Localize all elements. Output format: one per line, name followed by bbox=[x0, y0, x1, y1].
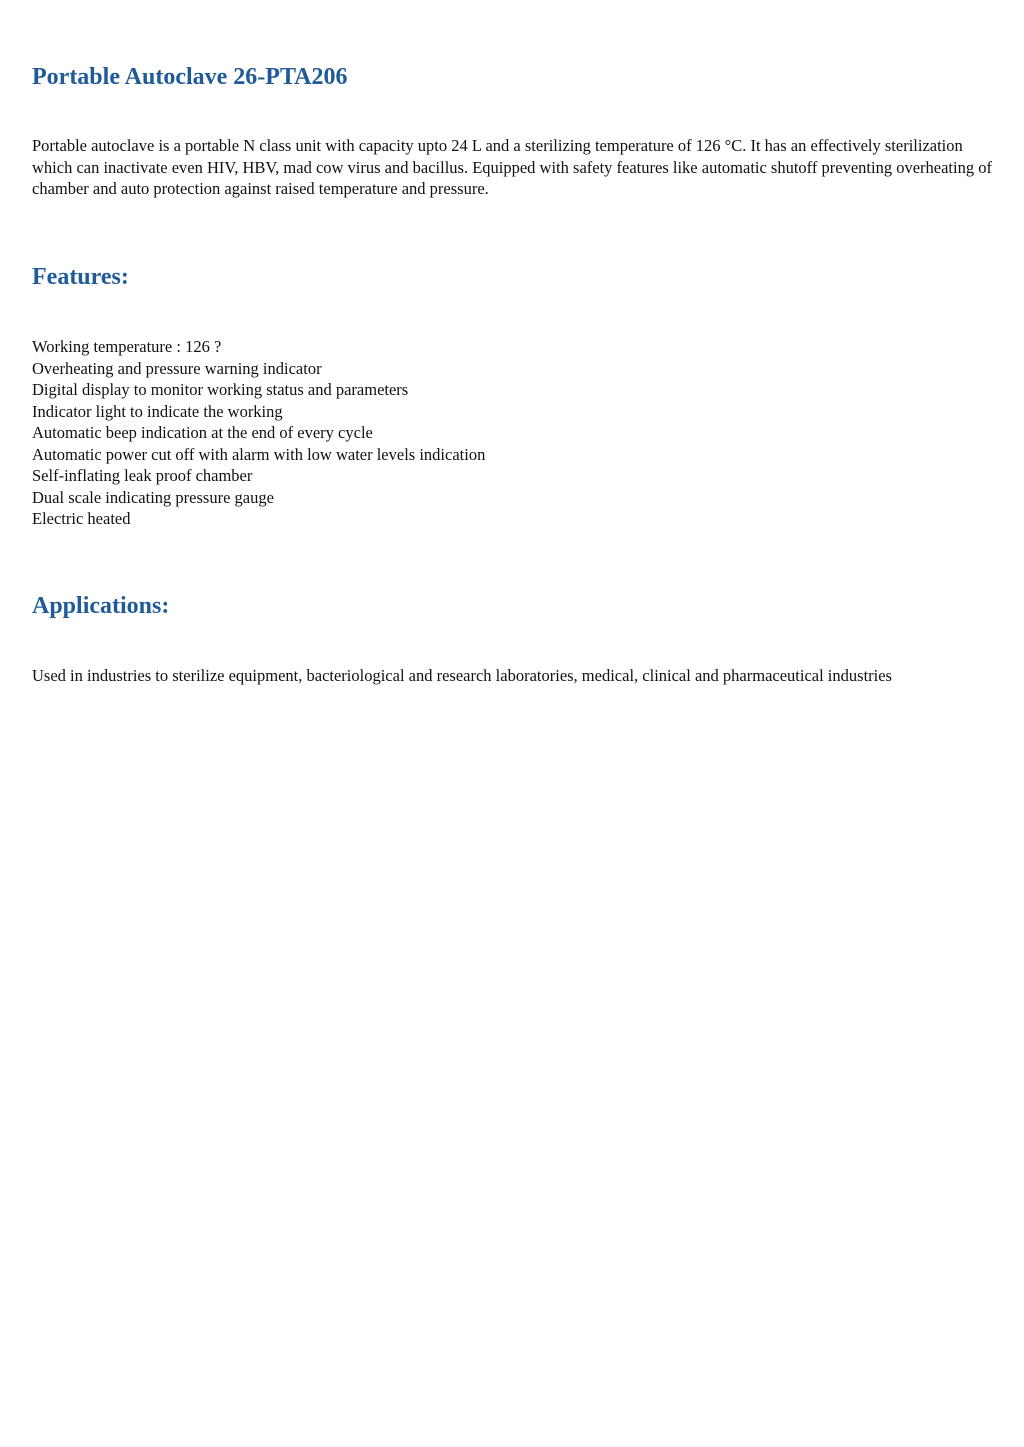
features-list bbox=[32, 336, 485, 530]
intro-paragraph: Portable autoclave is a portable N class unit with capacity upto 24 L and a sterilizing temperature of 126 °C. It has an effectively sterilization which can inactivate even HIV, HBV, mad cow virus and bacillus. Equipped with safety features like automatic shutoff preventing overheating of chamber and auto protection against raised temperature and pressure. bbox=[32, 136, 992, 198]
features-heading: Features: bbox=[32, 264, 129, 290]
feature-item-beep-indication: Automatic beep indication at the end of every cycle bbox=[32, 423, 373, 442]
feature-item-pressure-gauge: Dual scale indicating pressure gauge bbox=[32, 487, 274, 507]
page-title: Portable Autoclave 26-PTA206 bbox=[32, 64, 348, 90]
feature-item-leak-proof-chamber: Self-inflating leak proof chamber bbox=[32, 466, 253, 485]
applications-text: Used in industries to sterilize equipment, bacteriological and research laboratories, medical, clinical and pharmaceutical industries bbox=[32, 666, 892, 685]
feature-item-indicator-light: Indicator light to indicate the working bbox=[32, 401, 283, 421]
feature-item-power-cut-off: Automatic power cut off with alarm with low water levels indication bbox=[32, 444, 486, 464]
feature-item-overheating-warning: Overheating and pressure warning indicator bbox=[32, 358, 322, 378]
feature-item-electric-heated: Electric heated bbox=[32, 509, 131, 528]
feature-item-working-temperature: Working temperature : 126 ? bbox=[32, 337, 222, 356]
feature-item-digital-display: Digital display to monitor working status and parameters bbox=[32, 380, 409, 399]
applications-heading: Applications: bbox=[32, 593, 170, 619]
